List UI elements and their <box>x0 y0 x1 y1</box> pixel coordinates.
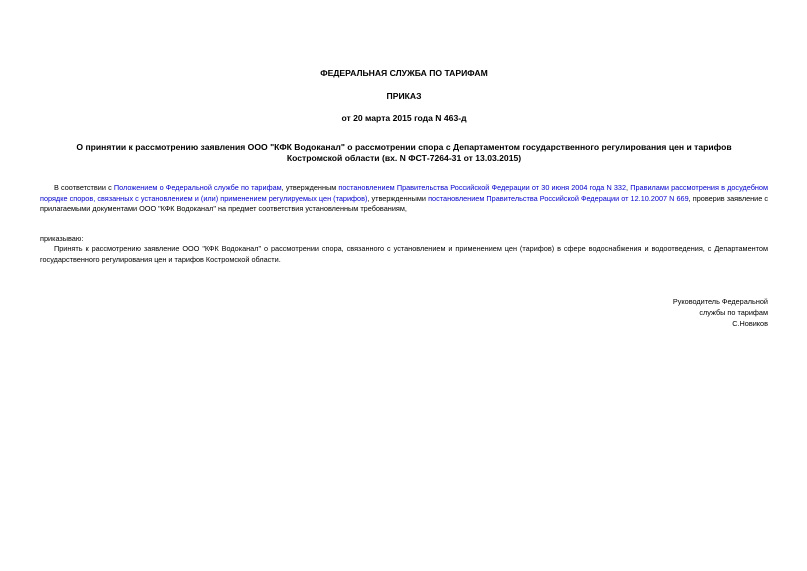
signature-name: С.Новиков <box>732 319 768 328</box>
link-regulation-fst[interactable]: Положением о Федеральной службе по тарифам <box>113 183 282 192</box>
order-label: приказываю: <box>40 234 84 243</box>
preamble-text-1: В соответствии с <box>54 183 114 192</box>
preamble-text-3: , <box>626 183 631 192</box>
signature-position-line-1: Руководитель Федеральной <box>672 297 768 306</box>
document-subject <box>40 142 768 164</box>
agency-name: ФЕДЕРАЛЬНАЯ СЛУЖБА ПО ТАРИФАМ <box>320 68 488 78</box>
link-dispute-rules[interactable]: Правилами рассмотрения в досудебном порядке споров, связанных с установлением и (или) применением регулируемых цен (тарифов) <box>40 183 769 203</box>
preamble-text-2: , утвержденным <box>281 183 339 192</box>
link-government-decree-669[interactable]: постановлением Правительства Российской Федерации от 12.10.2007 N 669 <box>428 193 689 203</box>
document-date-number: от 20 марта 2015 года N 463-д <box>341 113 467 123</box>
signature-block <box>673 296 768 329</box>
preamble-paragraph <box>40 183 768 215</box>
preamble-text-5: , проверив заявление с прилагаемыми документами ООО "КФК Водоканал" на предмет соответствия установленным требованиям, <box>40 193 769 214</box>
link-government-decree-332[interactable]: постановлением Правительства Российской Федерации от 30 июня 2004 года N 332 <box>338 183 627 192</box>
subject-line-2: Костромской области (вх. N ФСТ-7264-31 от 13.03.2015) <box>286 153 522 163</box>
document-page <box>40 0 768 571</box>
order-text: Принять к рассмотрению заявление ООО "КФК Водоканал" о рассмотрении спора, связанного с установлением и применением цен (тарифов) в сфере водоснабжения и водоотведения, с Департаментом государственного регулирования цен и тарифов Костромской области. <box>40 244 768 264</box>
subject-line-1: О принятии к рассмотрению заявления ООО "КФК Водоканал" о рассмотрении спора с Департаментом государственного регулирования цен и тарифов <box>76 142 732 152</box>
signature-position-line-2: службы по тарифам <box>699 308 768 317</box>
preamble-text-4: , утвержденными <box>367 193 429 203</box>
document-type: ПРИКАЗ <box>386 91 422 101</box>
